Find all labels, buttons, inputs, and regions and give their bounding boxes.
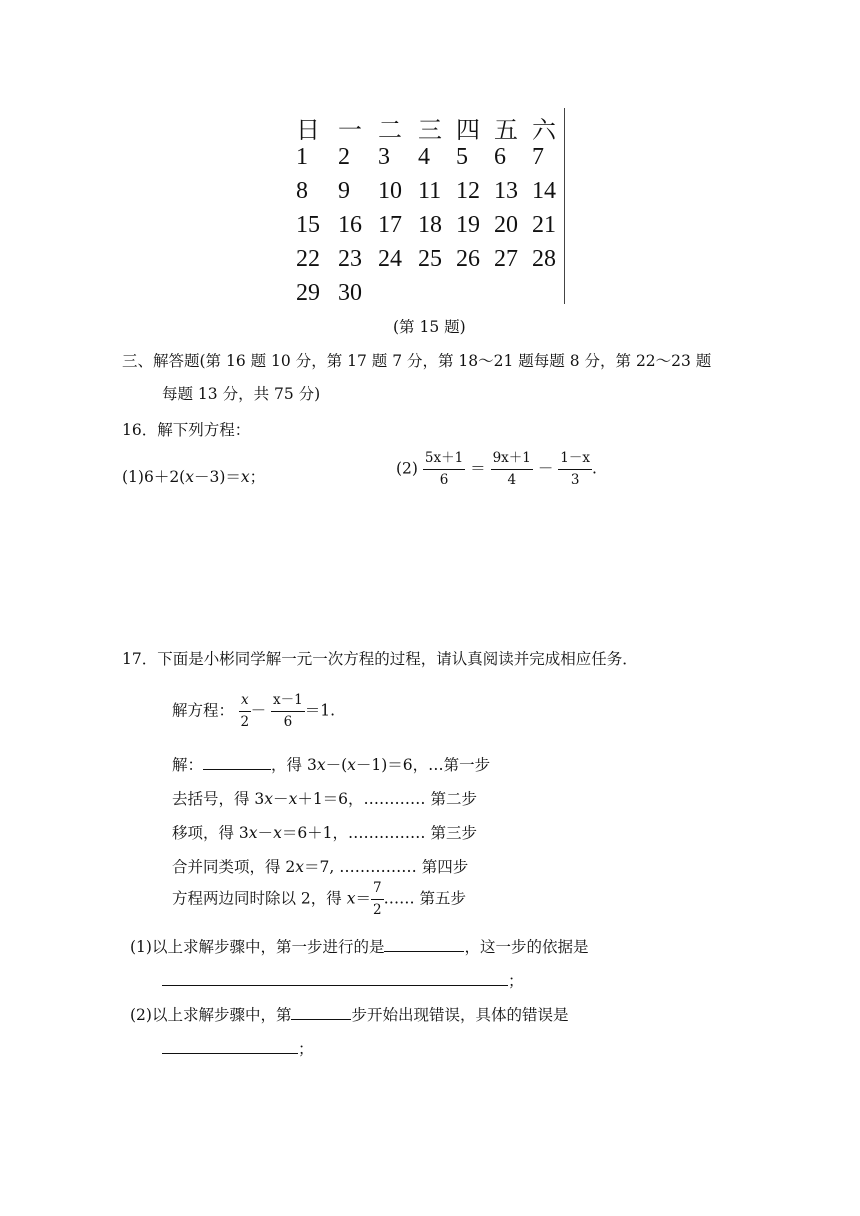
calendar-day: 8 (296, 178, 308, 204)
calendar-day: 25 (418, 246, 442, 272)
figure-caption: (第 15 题) (393, 318, 466, 336)
calendar-day: 26 (456, 246, 480, 272)
section-heading-cont: 每题 13 分，共 75 分) (162, 385, 321, 403)
q17-step4: 合并同类项，得 2x＝7, …………… 第四步 (172, 858, 469, 876)
weekday-label: 日 (296, 118, 320, 144)
calendar-day: 28 (532, 246, 556, 272)
fraction: $\frac{x}{2}$ (240, 692, 250, 730)
q17-step3: 移项，得 3x－x＝6＋1，…………… 第三步 (172, 824, 477, 842)
calendar-figure (296, 108, 566, 306)
calendar-day: 10 (378, 178, 402, 204)
calendar-day: 27 (494, 246, 518, 272)
q17-step5: 方程两边同时除以 2，得 x＝ $\frac{7}{2}$ …… 第五步 (172, 880, 467, 918)
calendar-day: 12 (456, 178, 480, 204)
answer-blank[interactable] (162, 1041, 298, 1054)
q17-title: 17．下面是小彬同学解一元一次方程的过程，请认真阅读并完成相应任务． (122, 650, 638, 668)
q17-task2-line: ； (162, 1037, 314, 1059)
calendar-day: 29 (296, 280, 320, 306)
section-heading: 三、解答题(第 16 题 10 分，第 17 题 7 分，第 18～21 题每题 8 分，第 22～23 题 (122, 352, 712, 370)
fraction: $\frac{7}{2}$ (372, 880, 382, 918)
calendar-day: 11 (418, 178, 442, 204)
calendar-day: 19 (456, 212, 480, 238)
weekday-label: 二 (378, 118, 402, 144)
calendar-day: 6 (494, 144, 506, 170)
q17-task2: (2)以上求解步骤中，第 步开始出现错误，具体的错误是 (130, 1006, 569, 1024)
weekday-label: 六 (532, 118, 556, 144)
calendar-day: 16 (338, 212, 362, 238)
q16-part2: (2) $\frac{5x+1}{6}$ ＝ $\frac{9x+1}{4}$ － $\frac{1-x}{3}$ . (396, 450, 597, 488)
q17-task1: (1)以上求解步骤中，第一步进行的是 ，这一步的依据是 (130, 938, 589, 956)
calendar-day: 17 (378, 212, 402, 238)
calendar-day: 22 (296, 246, 320, 272)
q17-step1: 解： ，得 3x－(x－1)＝6，…第一步 (172, 756, 491, 774)
answer-blank[interactable] (203, 757, 271, 770)
q16-title: 16．解下列方程： (122, 421, 251, 439)
calendar-day: 9 (338, 178, 350, 204)
calendar-day: 15 (296, 212, 320, 238)
calendar-day: 7 (532, 144, 544, 170)
calendar-day: 23 (338, 246, 362, 272)
weekday-label: 四 (456, 118, 480, 144)
answer-blank[interactable] (384, 939, 464, 952)
calendar-day: 18 (418, 212, 442, 238)
fraction: $\frac{x-1}{6}$ (273, 692, 303, 730)
q17-task1-line: ； (162, 969, 524, 991)
answer-blank[interactable] (162, 973, 508, 986)
calendar-day: 13 (494, 178, 518, 204)
q17-step2: 去括号，得 3x－x＋1＝6，………… 第二步 (172, 790, 477, 808)
q16-part1: (1)6＋2(x－3)＝x； (122, 468, 266, 486)
fraction: $\frac{1-x}{3}$ (560, 450, 590, 488)
q17-equation: 解方程： $\frac{x}{2}$ － $\frac{x-1}{6}$ ＝1. (172, 692, 336, 730)
weekday-label: 五 (494, 118, 518, 144)
calendar-day: 1 (296, 144, 308, 170)
answer-blank[interactable] (291, 1007, 351, 1020)
calendar-day: 4 (418, 144, 430, 170)
calendar-day: 3 (378, 144, 390, 170)
calendar-day: 5 (456, 144, 468, 170)
calendar-day: 21 (532, 212, 556, 238)
calendar-day: 2 (338, 144, 350, 170)
weekday-label: 三 (418, 118, 442, 144)
calendar-day: 24 (378, 246, 402, 272)
calendar-day: 20 (494, 212, 518, 238)
weekday-label: 一 (338, 118, 362, 144)
calendar-divider (564, 108, 565, 304)
fraction: $\frac{5x+1}{6}$ (424, 450, 464, 488)
calendar-day: 14 (532, 178, 556, 204)
calendar-day: 30 (338, 280, 362, 306)
fraction: $\frac{9x+1}{4}$ (492, 450, 531, 488)
